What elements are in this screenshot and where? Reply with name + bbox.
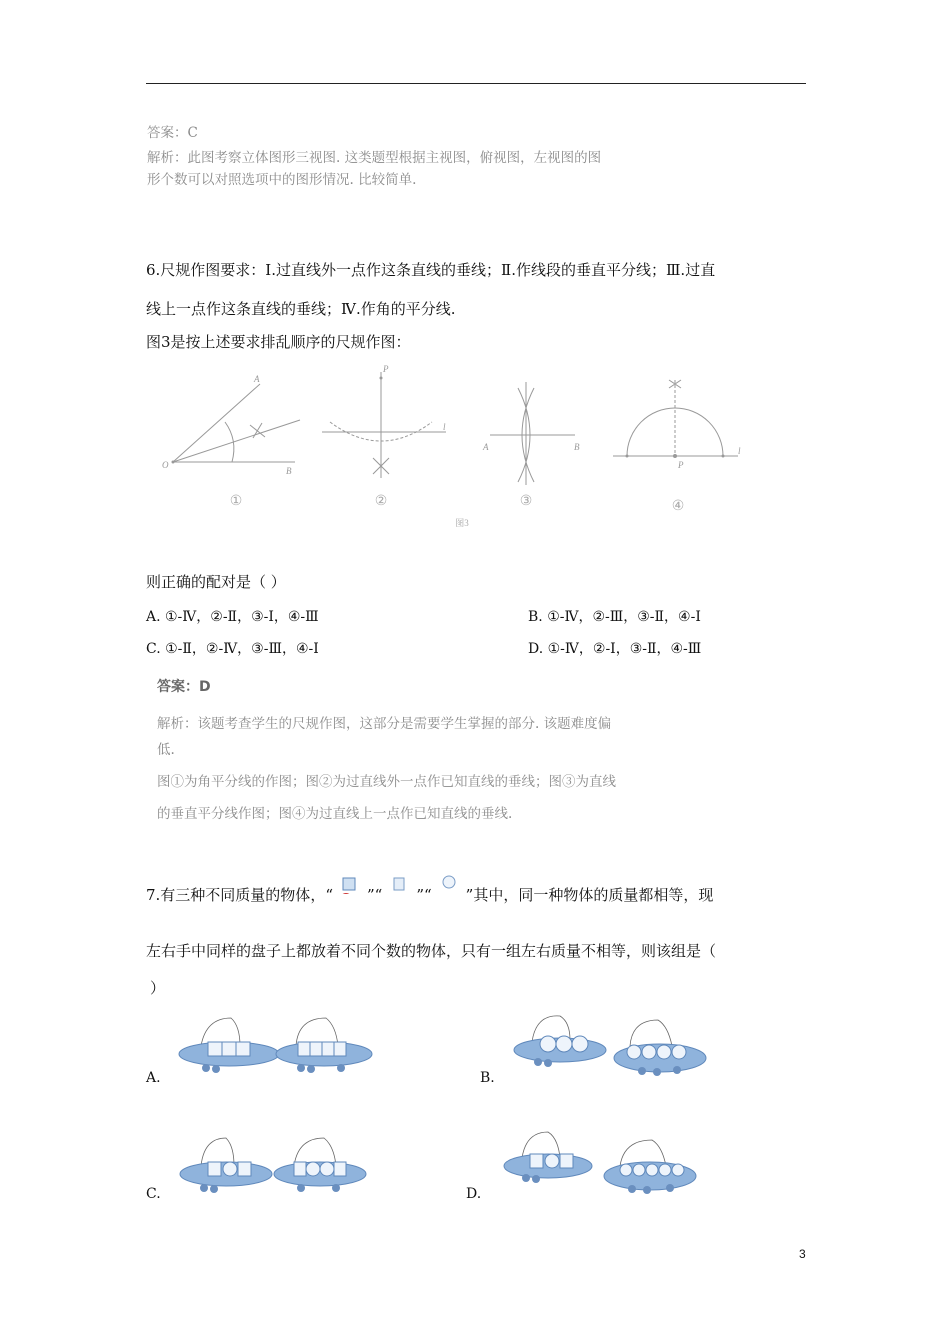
- q7-option-d: D.: [466, 1186, 482, 1202]
- q6-stem-line3: 图3是按上述要求排乱顺序的尺规作图：: [146, 333, 411, 351]
- q6-analysis-line4: 的垂直平分线作图；图④为过直线上一点作已知直线的垂线.: [157, 806, 513, 822]
- option-c-plates: [176, 1132, 376, 1200]
- option-d-plates: [502, 1128, 702, 1200]
- option-b-plates: [512, 1010, 712, 1082]
- q6-stem-line1: 6.尺规作图要求：Ⅰ.过直线外一点作这条直线的垂线；Ⅱ.作线段的垂直平分线；Ⅲ.过直: [146, 261, 716, 279]
- cylinder-object-icon: [390, 880, 408, 894]
- option-a-plates: [176, 1012, 376, 1080]
- q7-stem-line1: [146, 884, 713, 905]
- fig1-ray-oa: [173, 384, 260, 462]
- q6-prompt: 则正确的配对是（ ）: [146, 573, 286, 591]
- q6-analysis-line2: 低.: [157, 742, 175, 758]
- answer5-analysis-line1: 解析：此图考察立体图形三视图. 这类题型根据主视图，俯视图，左视图的图: [147, 150, 602, 166]
- q6-figure: [150, 360, 790, 535]
- q6-stem-line2: 线上一点作这条直线的垂线；Ⅳ.作角的平分线.: [146, 300, 456, 318]
- q7-stem-part-a: 7.有三种不同质量的物体，“: [146, 886, 333, 904]
- q7-stem-part-c: ”“: [416, 886, 432, 904]
- fig4-label-l: l: [738, 446, 741, 456]
- q6-option-c: C. ①-Ⅱ，②-Ⅳ，③-Ⅲ，④-Ⅰ: [146, 641, 319, 657]
- q6-analysis-line1: 解析：该题考查学生的尺规作图，这部分是需要学生掌握的部分. 该题难度偏: [157, 716, 612, 732]
- fig3-point-a: A: [483, 442, 489, 452]
- q7-stem-line3: ）: [150, 979, 166, 997]
- q6-option-b: B. ①-Ⅳ，②-Ⅲ，③-Ⅱ，④-Ⅰ: [528, 609, 701, 625]
- fig2-point-p: P: [383, 364, 389, 374]
- q6-answer: 答案：D: [157, 679, 211, 695]
- fig1-bisector: [173, 420, 300, 462]
- fig2-label-l: l: [443, 422, 446, 432]
- q7-option-c: C.: [146, 1186, 161, 1202]
- sphere-object-icon: [440, 878, 458, 892]
- fig4-point-p: P: [678, 460, 684, 470]
- q7-stem-part-b: ”“: [366, 886, 383, 904]
- fig1-point-b: B: [286, 466, 292, 476]
- header-rule: [146, 83, 806, 84]
- fig3-point-b: B: [574, 442, 580, 452]
- cube-object-icon: [341, 880, 359, 894]
- fig4-label: ④: [671, 499, 685, 514]
- fig3-label: ③: [519, 494, 533, 509]
- fig2-label: ②: [374, 494, 388, 509]
- answer5-analysis-line2: 形个数可以对照选项中的图形情况. 比较简单.: [147, 172, 417, 188]
- q6-analysis-line3: 图①为角平分线的作图；图②为过直线外一点作已知直线的垂线；图③为直线: [157, 774, 616, 790]
- q7-option-a: A.: [146, 1070, 161, 1086]
- figure-caption: 图3: [455, 518, 469, 528]
- q7-stem-part-d: ”其中，同一种物体的质量都相等，现: [465, 886, 714, 904]
- answer5-answer: 答案：C: [147, 125, 198, 141]
- q7-stem-line2: 左右手中同样的盘子上都放着不同个数的物体，只有一组左右质量不相等，则该组是（: [146, 942, 717, 960]
- page-number: 3: [799, 1247, 806, 1261]
- fig1-point-o: O: [162, 460, 169, 470]
- fig1-point-a: A: [254, 374, 260, 384]
- fig1-label: ①: [229, 494, 243, 509]
- q6-option-d: D. ①-Ⅳ，②-Ⅰ，③-Ⅱ，④-Ⅲ: [528, 641, 702, 657]
- q7-option-b: B.: [480, 1070, 495, 1086]
- q6-option-a: A. ①-Ⅳ，②-Ⅱ，③-Ⅰ，④-Ⅲ: [146, 609, 319, 625]
